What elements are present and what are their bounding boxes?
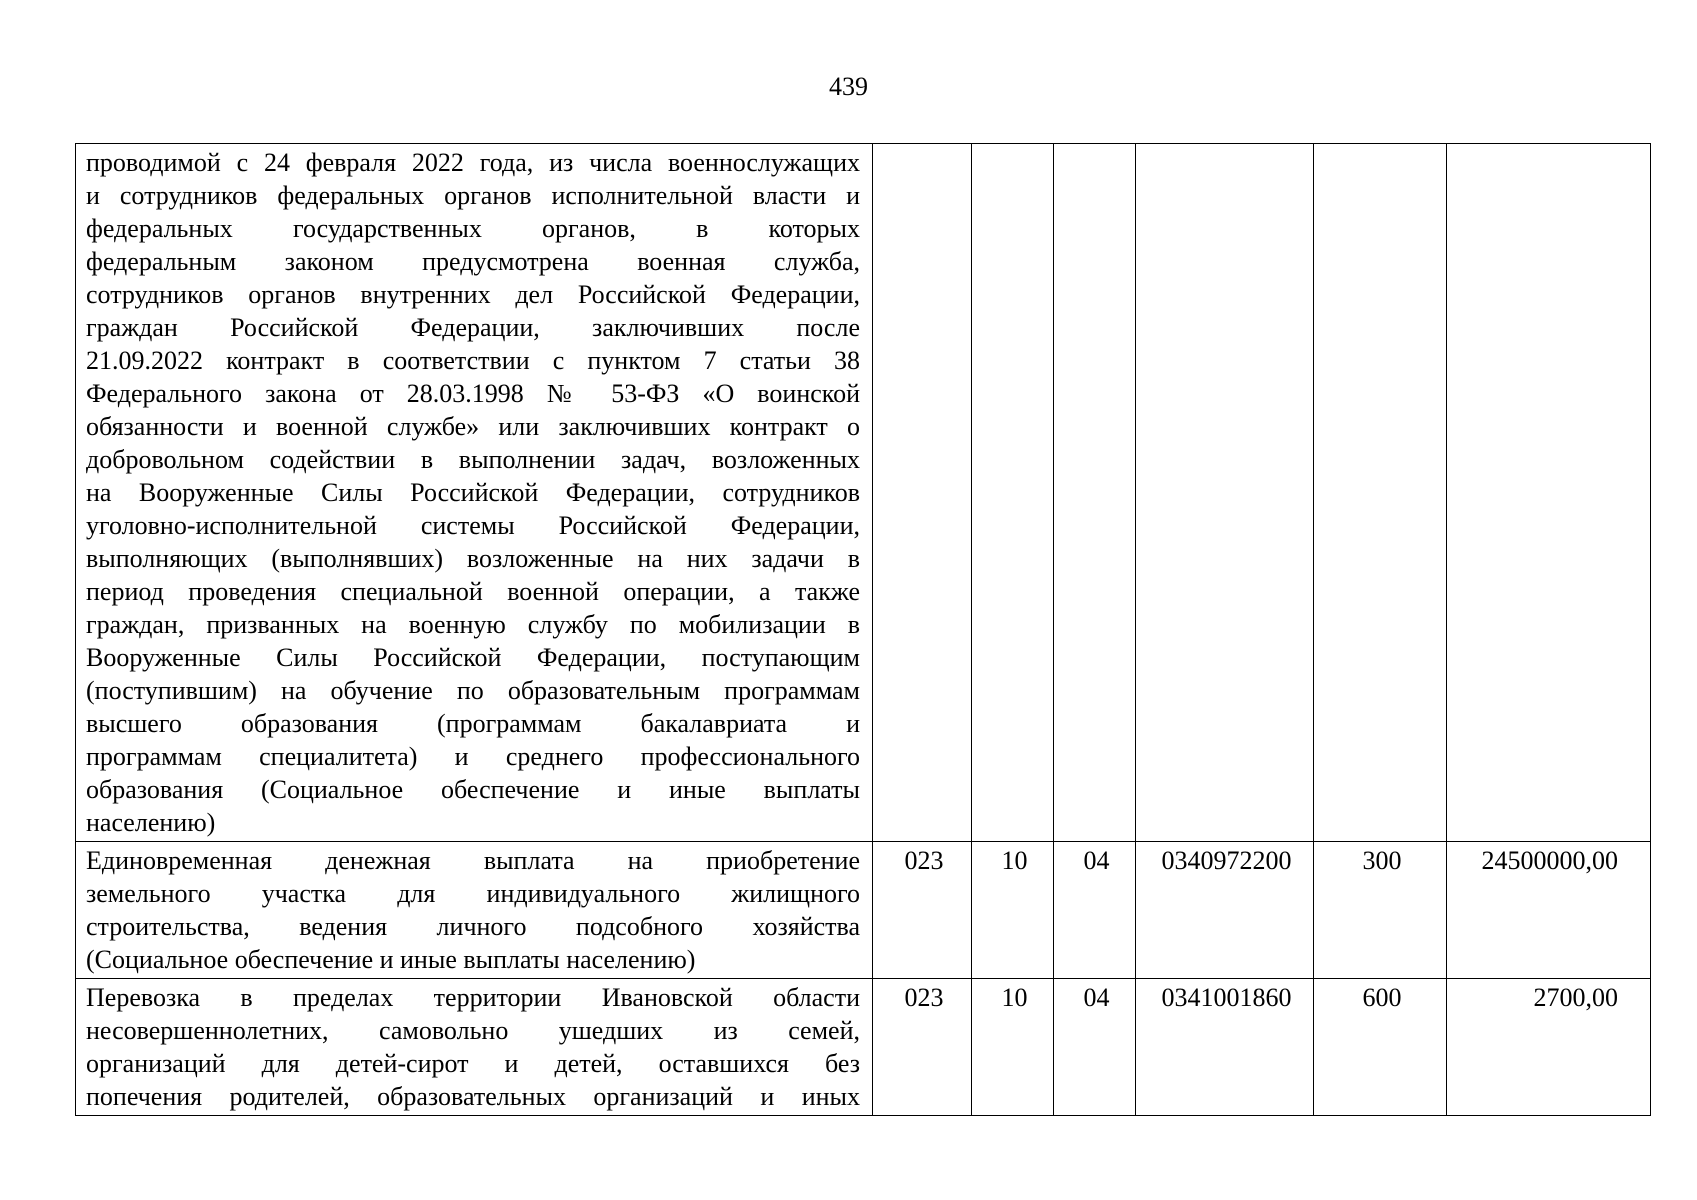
description-line: обязанности и военной службе» или заключивших контракт о [86,412,860,441]
expense-type-cell [1314,144,1447,842]
description-line: (Социальное обеспечение и иные выплаты населению) [86,945,696,974]
description-line: период проведения специальной военной операции, а также [86,577,860,606]
description-cell [76,842,873,979]
description-line: граждан, призванных на военную службу по мобилизации в [86,610,860,639]
description-line: Перевозка в пределах территории Ивановской области [86,983,860,1012]
section-code-cell: 10 [972,979,1054,1116]
section-code-cell [972,144,1054,842]
description-line: программам специалитета) и среднего профессионального [86,742,860,771]
budget-table [75,143,1651,1116]
description-line: граждан Российской Федерации, заключивших после [86,313,860,342]
target-article-cell: 0340972200 [1136,842,1314,979]
expense-type-cell: 600 [1314,979,1447,1116]
description-line: образования (Социальное обеспечение и иные выплаты [86,775,860,804]
description-line: проводимой с 24 февраля 2022 года, из числа военнослужащих [86,148,860,177]
table-row [76,842,1651,979]
table-row [76,979,1651,1116]
ministry-code-cell: 023 [873,842,972,979]
description-line: добровольном содействии в выполнении задач, возложенных [86,445,860,474]
description-line: населению) [86,808,216,837]
page-number: 439 [829,72,868,101]
description-line: уголовно-исполнительной системы Российской Федерации, [86,511,860,540]
description-line: попечения родителей, образовательных организаций и иных [86,1082,860,1111]
amount-cell: 24500000,00 [1447,842,1651,979]
section-code-cell: 10 [972,842,1054,979]
amount-cell: 2700,00 [1447,979,1651,1116]
subsection-code-cell: 04 [1054,979,1136,1116]
description-line: федеральным законом предусмотрена военная служба, [86,247,860,276]
description-line: и сотрудников федеральных органов исполнительной власти и [86,181,860,210]
table-body [76,144,1651,1116]
description-line: организаций для детей-сирот и детей, оставшихся без [86,1049,860,1078]
ministry-code-cell [873,144,972,842]
description-cell [76,979,873,1116]
description-line: несовершеннолетних, самовольно ушедших из семей, [86,1016,860,1045]
description-line: федеральных государственных органов, в которых [86,214,860,243]
amount-cell [1447,144,1651,842]
subsection-code-cell [1054,144,1136,842]
table-row [76,144,1651,842]
description-line: строительства, ведения личного подсобного хозяйства [86,912,860,941]
description-line: (поступившим) на обучение по образовательным программам [86,676,860,705]
description-line: земельного участка для индивидуального жилищного [86,879,860,908]
target-article-cell [1136,144,1314,842]
description-line: выполняющих (выполнявших) возложенные на них задачи в [86,544,860,573]
description-line: Федерального закона от 28.03.1998 № 53-ФЗ «О воинской [86,379,860,408]
description-line: Вооруженные Силы Российской Федерации, поступающим [86,643,860,672]
description-line: на Вооруженные Силы Российской Федерации, сотрудников [86,478,860,507]
description-line: 21.09.2022 контракт в соответствии с пунктом 7 статьи 38 [86,346,860,375]
description-line: сотрудников органов внутренних дел Российской Федерации, [86,280,860,309]
ministry-code-cell: 023 [873,979,972,1116]
description-line: Единовременная денежная выплата на приобретение [86,846,860,875]
description-cell [76,144,873,842]
description-line: высшего образования (программам бакалавриата и [86,709,860,738]
expense-type-cell: 300 [1314,842,1447,979]
target-article-cell: 0341001860 [1136,979,1314,1116]
subsection-code-cell: 04 [1054,842,1136,979]
